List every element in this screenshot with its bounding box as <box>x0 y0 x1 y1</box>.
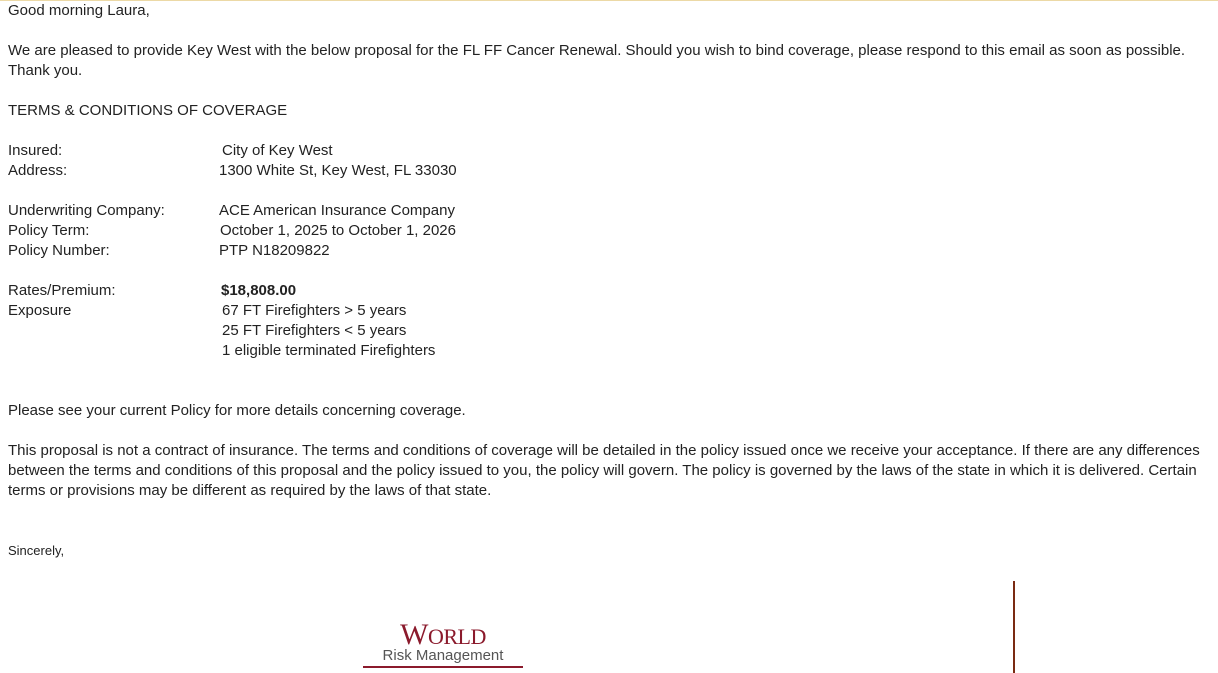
logo-underline <box>363 666 523 668</box>
insured-value: City of Key West <box>222 142 333 159</box>
disclaimer-paragraph: This proposal is not a contract of insurance. The terms and conditions of coverage will be detailed in the policy issued once we receive your acceptance. If there are any differences between the terms and conditions of this proposal and the policy issued to you, the policy will govern. The policy is governed by the laws of the state in which it is delivered. Certain terms or provisions may be different as required by the laws of that state. <box>8 442 1200 499</box>
insured-label: Insured: <box>8 142 63 159</box>
exposure-line: 25 FT Firefighters < 5 years <box>222 322 407 339</box>
exposure-label: Exposure <box>8 302 72 319</box>
policy-term-label: Policy Term: <box>8 222 90 239</box>
address-label: Address: <box>8 162 68 179</box>
exposure-line: 67 FT Firefighters > 5 years <box>222 302 407 319</box>
top-divider <box>0 0 1218 1</box>
signature-divider <box>1013 581 1015 673</box>
address-value: 1300 White St, Key West, FL 33030 <box>219 162 457 179</box>
sign-off: Sincerely, <box>8 543 65 558</box>
policy-number-label: Policy Number: <box>8 242 110 259</box>
section-title: TERMS & CONDITIONS OF COVERAGE <box>8 102 288 119</box>
exposure-line: 1 eligible terminated Firefighters <box>222 342 436 359</box>
greeting: Good morning Laura, <box>8 2 150 19</box>
policy-term-value: October 1, 2025 to October 1, 2026 <box>220 222 456 239</box>
logo-initial: W <box>400 618 428 651</box>
premium-label: Rates/Premium: <box>8 282 116 299</box>
company-value: ACE American Insurance Company <box>219 202 455 219</box>
intro-paragraph: We are pleased to provide Key West with the below proposal for the FL FF Cancer Renewal. Should you wish to bind coverage, please respond to this email as soon as possible. Thank you. <box>8 42 1186 79</box>
premium-value: $18,808.00 <box>221 282 297 299</box>
logo-rest: ORLD <box>427 624 486 649</box>
world-risk-management-logo <box>362 618 524 670</box>
company-label: Underwriting Company: <box>8 202 165 219</box>
policy-note: Please see your current Policy for more details concerning coverage. <box>8 402 466 419</box>
logo-subtitle: Risk Management <box>382 647 504 664</box>
policy-number-value: PTP N18209822 <box>219 242 330 259</box>
